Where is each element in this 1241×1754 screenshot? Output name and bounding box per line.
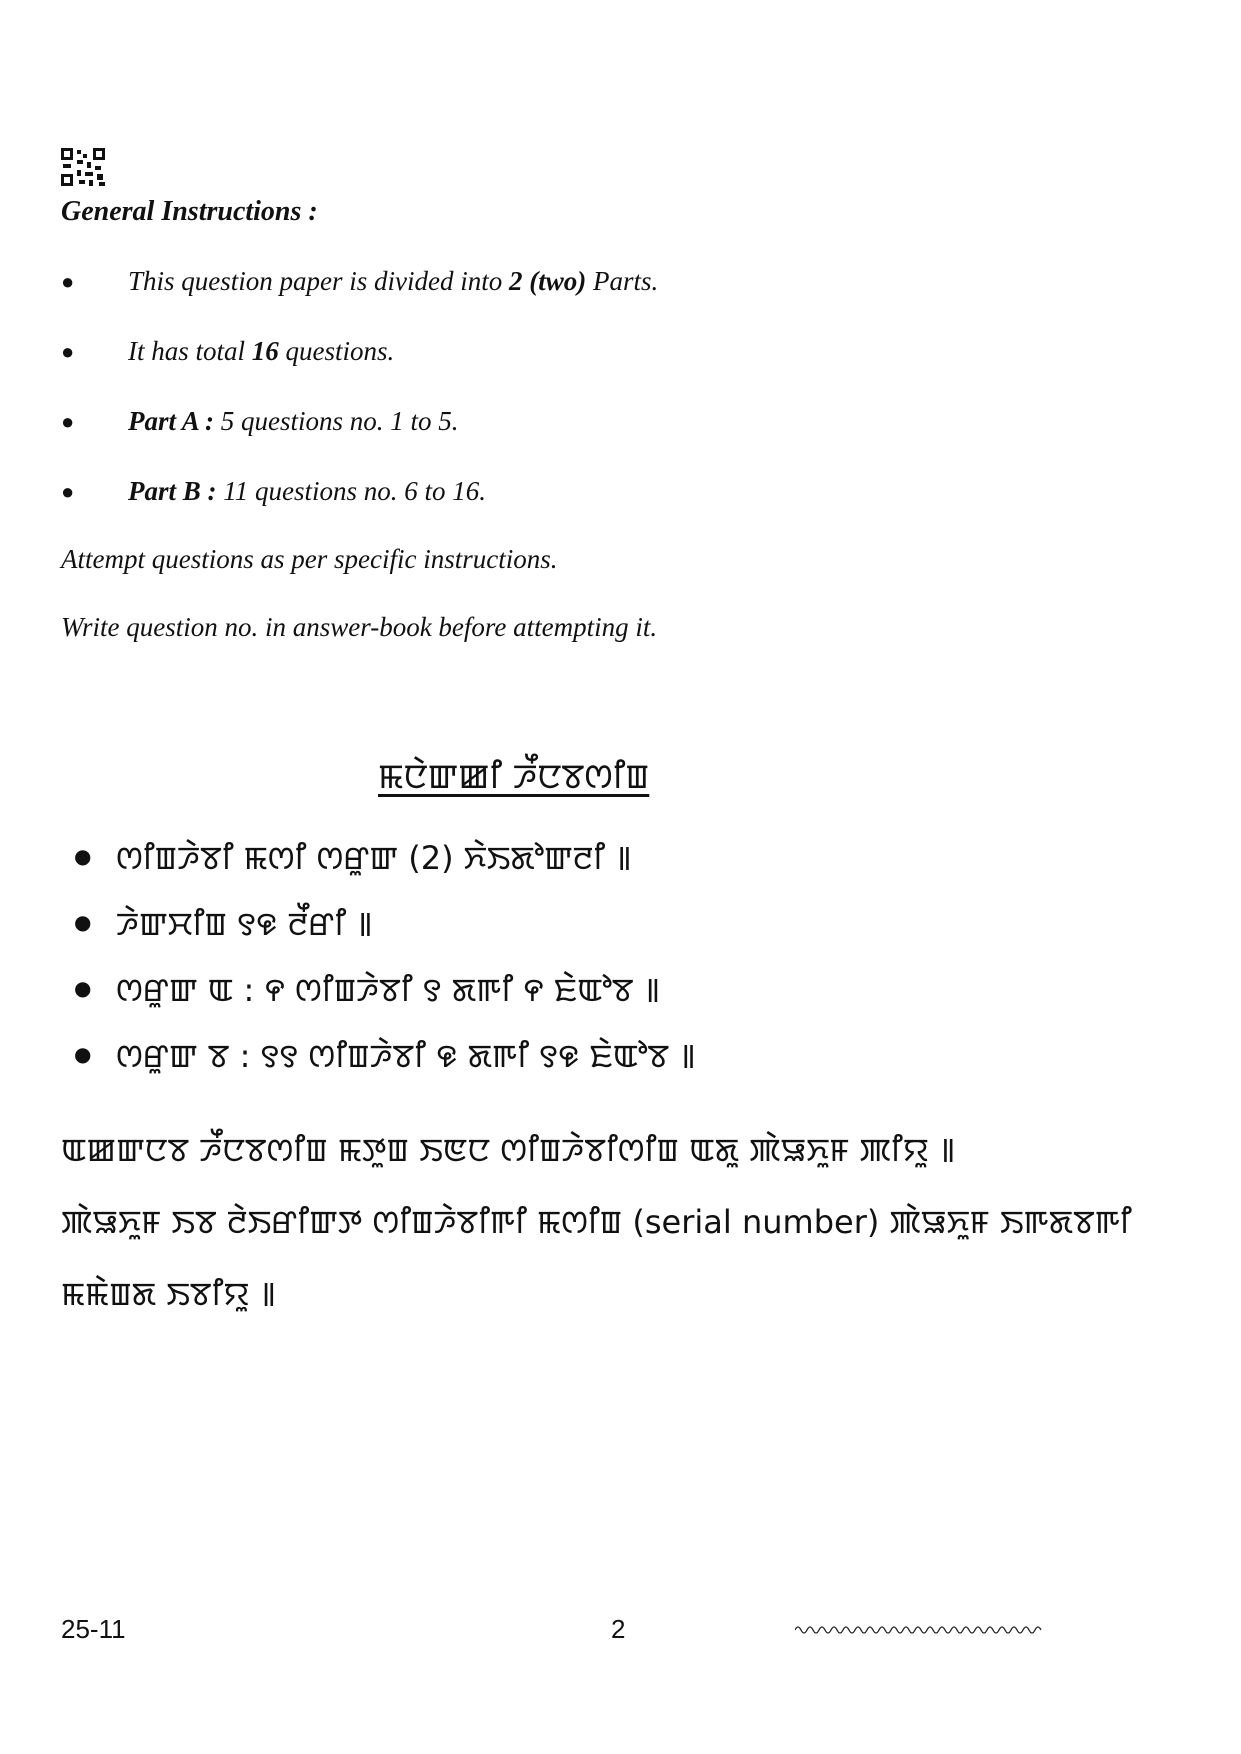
instruction-line: Write question no. in answer-book before attempting it.: [61, 612, 658, 642]
instruction-text: Parts.: [586, 266, 659, 296]
meitei-instruction-text: ꯁꯔꯨꯛ ꯑ : ꯵ ꯁꯤꯡꯍꯥꯕꯤ ꯱ ꯗꯒꯤ ꯵ ꯐꯥꯑꯣꯕ ꯫: [116, 971, 660, 1009]
instruction-line: Attempt questions as per specific instructions.: [61, 544, 558, 574]
page-number: 2: [611, 1614, 626, 1644]
instruction-emphasis: Part B :: [128, 476, 217, 506]
meitei-paragraph-line: ꯃꯃꯥꯡꯗ ꯏꯕꯤꯌꯨ ꯫: [61, 1275, 276, 1313]
bullet-icon: ●: [61, 269, 75, 294]
wavy-line-icon: [795, 1624, 1045, 1636]
instruction-text: 5 questions no. 1 to 5.: [214, 406, 459, 436]
instruction-text: questions.: [278, 336, 395, 366]
bullet-icon: ●: [61, 479, 75, 504]
meitei-instruction-text: ꯁꯤꯡꯍꯥꯕꯤ ꯃꯁꯤ ꯁꯔꯨꯛ (2) ꯈꯥꯏꯗꯣꯛꯂꯤ ꯫: [116, 839, 632, 877]
instruction-text: 11 questions no. 6 to 16.: [216, 476, 487, 506]
meitei-instructions-heading: ꯃꯅꯥꯛꯀꯤ ꯍꯩꯅꯕꯁꯤꯡ: [378, 757, 650, 797]
instruction-emphasis: 2 (two): [509, 266, 587, 296]
instruction-text: This question paper is divided into: [128, 266, 509, 296]
bullet-icon: ●: [74, 844, 92, 868]
instruction-text: It has total: [128, 336, 252, 366]
qr-code-icon: [61, 148, 105, 186]
bullet-icon: ●: [61, 339, 75, 364]
bullet-icon: ●: [61, 409, 75, 434]
bullet-icon: ●: [74, 1042, 92, 1066]
bullet-icon: ●: [74, 910, 92, 934]
meitei-instruction-text: ꯍꯥꯛꯆꯤꯡ ꯱꯶ ꯂꯩꯔꯤ ꯫: [116, 905, 373, 943]
bullet-icon: ●: [74, 976, 92, 1000]
instruction-emphasis: Part A :: [128, 406, 215, 436]
meitei-paragraph-line: ꯑꯀꯛꯅꯕ ꯍꯩꯅꯕꯁꯤꯡ ꯃꯇꯨꯡ ꯏꯟꯅ ꯁꯤꯡꯍꯥꯕꯤꯁꯤꯡ ꯑꯗꯨ ꯄꯥꯎꯈꯨꯝ ꯄꯤꯌꯨ ꯫: [61, 1131, 956, 1169]
general-instructions-heading: General Instructions :: [61, 196, 318, 227]
meitei-paragraph-line: ꯄꯥꯎꯈꯨꯝ ꯏꯕ ꯂꯥꯏꯔꯤꯛꯇ ꯁꯤꯡꯍꯥꯕꯤꯒꯤ ꯃꯁꯤꯡ (serial number) ꯄꯥꯎꯈꯨꯝ ꯏꯒꯗꯕꯒꯤ: [61, 1203, 1132, 1241]
meitei-instruction-text: ꯁꯔꯨꯛ ꯕ : ꯱꯱ ꯁꯤꯡꯍꯥꯕꯤ ꯶ ꯗꯒꯤ ꯱꯶ ꯐꯥꯑꯣꯕ ꯫: [116, 1037, 696, 1075]
instruction-emphasis: 16: [251, 336, 279, 366]
paper-code: 25-11: [61, 1614, 126, 1644]
